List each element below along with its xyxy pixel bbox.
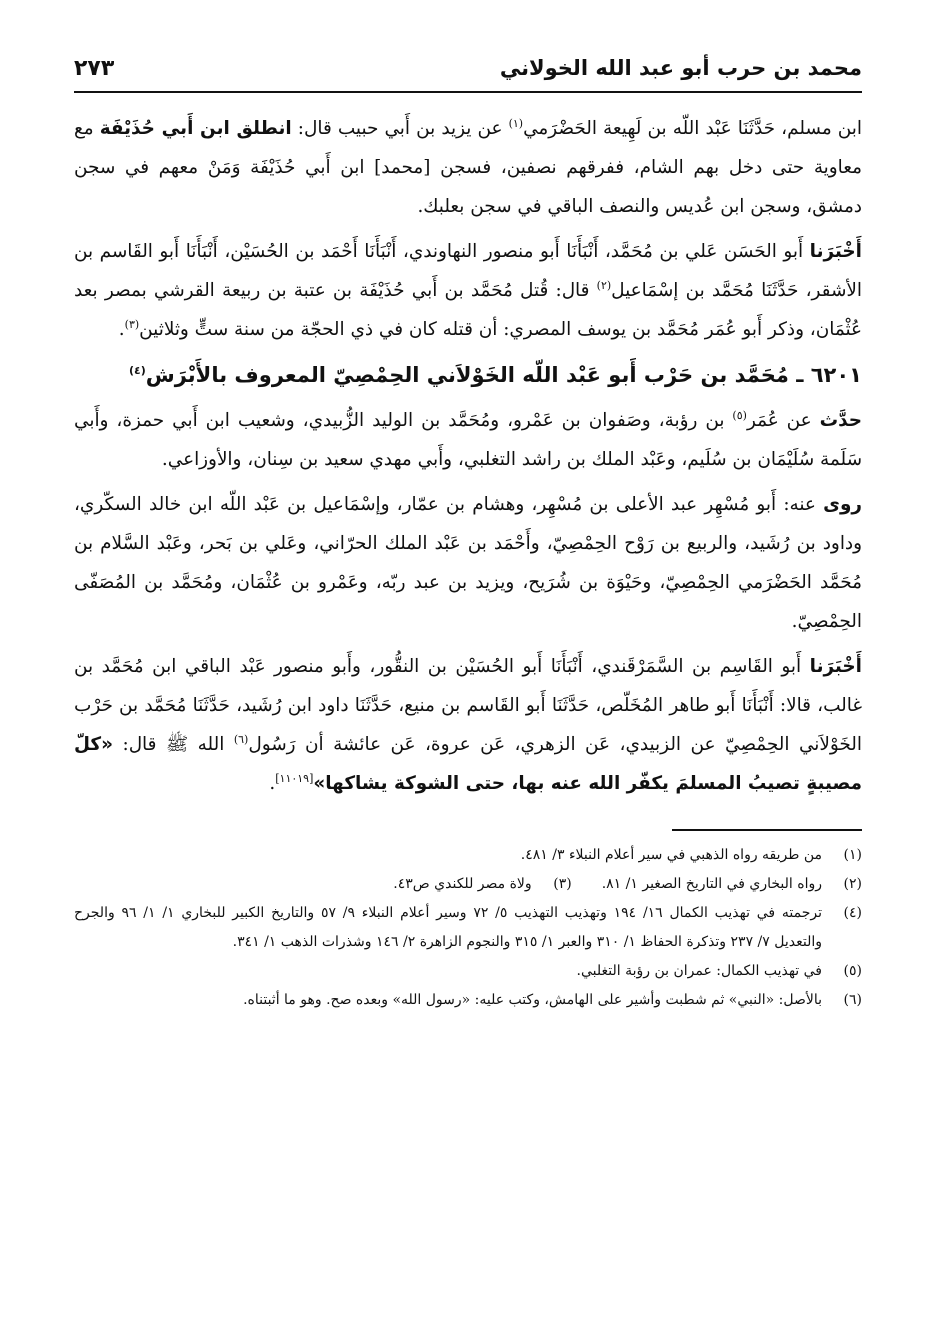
footnote-row	[74, 870, 862, 899]
footnote-divider	[672, 829, 862, 831]
paragraph-text: قال: قُتل مُحَمَّد بن أَبي حُذَيْفَة بن عتبة بن ربيعة القرشي بمصر بعد عُثْمَان، وذكر أَبو عُمَر مُحَمَّد بن يوسف المصري: أن قتله كان في ذي الحجّة من سنة ستٍّ وثلاثين	[74, 280, 862, 340]
paragraph-text: مع معاوية حتى دخل بهم الشام، ففرقهم نصفين، فسجن [محمد] ابن أَبي حُذَيْفَة وَمَنْ معهم في سجن دمشق، وسجن ابن عُديس والنصف الباقي في سجن بعلبك.	[74, 118, 862, 217]
page-number: ٢٧٣	[74, 56, 115, 81]
paragraph-3	[74, 401, 862, 479]
paragraph-text: الله ﷺ قال:	[113, 734, 234, 755]
footnote-ref-1[interactable]: (١)	[508, 116, 524, 130]
entry-heading	[74, 355, 862, 395]
bold-phrase: انطلق ابن أَبي حُذَيْفَة	[99, 118, 292, 139]
paragraph-text: .	[118, 319, 125, 340]
header-title: محمد بن حرب أبو عبد الله الخولاني	[499, 56, 862, 80]
footnote-number: (٤)	[843, 905, 862, 921]
paragraph-text: .	[269, 773, 276, 794]
paragraph-text: بن رؤبة، وصَفوان بن عَمْرو، ومُحَمَّد بن الوليد الزُّبيدي، وشعيب ابن أَبي حمزة، وأَبي سَلَمة سُلَيْمَان بن سُلَيم، وعَبْد الملك بن راشد التغلبي، وأَبي مهدي سعيد بن سِنان، والأوزاعي.	[74, 410, 862, 470]
keyword-haddath: حدَّث	[819, 410, 862, 431]
footnote-3	[393, 870, 571, 899]
paragraph-2	[74, 232, 862, 349]
paragraph-5	[74, 647, 862, 803]
footnotes	[74, 841, 862, 1015]
main-text	[74, 109, 862, 803]
paragraph-text: ابن مسلم، حَدَّثَنَا عَبْد اللّه بن لَهِيعة الحَضْرَمي	[523, 118, 862, 139]
paragraph-text: عنه: أَبو مُسْهِر عبد الأعلى بن مُسْهِر، وهشام بن عمّار، وإسْمَاعيل بن عَبْد اللّه ابن خالد السكّري، وداود بن رُشَيد، والربيع بن رَوْح الحِمْصِيّ، وأَحْمَد بن عَبْد الملك الحرّاني، وعَلي بن بَحر، وعَبْد السَّلام بن مُحَمَّد الحَضْرَمي الحِمْصِيّ، وحَيْوَة بن شُرَيح، ويزيد بن عبد ربّه، وعَمْرو بن عُثْمَان، ومُحَمَّد بن المُصَفّى الحِمْصِيّ.	[74, 494, 862, 632]
footnote-text: ترجمته في تهذيب الكمال ١٦/ ١٩٤ وتهذيب التهذيب ٥/ ٧٢ وسير أعلام النبلاء ٩/ ٥٧ والتاريخ الكبير للبخاري ١/ ١/ ٩٦ والجرح والتعديل ٧/ ٢٣٧ وتذكرة الحفاظ ١/ ٣١٠ والعبر ١/ ٣١٥ والنجوم الزاهرة ٢/ ١٤٦ وشذرات الذهب ١/ ٣٤١.	[74, 905, 822, 950]
footnote-4	[74, 899, 862, 957]
footnote-ref-6[interactable]: (٦)	[233, 732, 249, 746]
hadith-quote: «كلّ مصيبةٍ تصيبُ المسلمَ يكفّر الله عنه بها، حتى الشوكة يشاكها»	[74, 734, 862, 794]
footnote-text: من طريقه رواه الذهبي في سير أعلام النبلاء ٣/ ٤٨١.	[520, 847, 822, 863]
keyword-akhbarana: أَخْبَرَنا	[809, 656, 862, 677]
footnote-ref-2[interactable]: (٢)	[596, 278, 612, 292]
keyword-rawa: روى	[823, 494, 862, 515]
paragraph-text: عن يزيد بن أَبي حبيب قال:	[291, 118, 509, 139]
running-header	[74, 56, 862, 93]
footnote-text: بالأصل: «النبي» ثم شطبت وأشير على الهامش، وكتب عليه: «رسول الله» وبعده صح. وهو ما أثبتناه.	[243, 992, 822, 1008]
footnote-number: (٣)	[553, 876, 572, 892]
footnote-number: (٦)	[843, 992, 862, 1008]
footnote-text: ولاة مصر للكندي ص٤٣.	[393, 876, 532, 892]
footnote-ref-3[interactable]: (٣)	[124, 317, 140, 331]
footnote-number: (٢)	[843, 876, 862, 892]
footnote-text: في تهذيب الكمال: عمران بن رؤبة التغلبي.	[576, 963, 822, 979]
footnote-ref-5[interactable]: (٥)	[732, 408, 747, 422]
hadith-number: [١١٠١٩]	[275, 771, 314, 785]
footnote-1	[74, 841, 862, 870]
paragraph-4	[74, 485, 862, 641]
paragraph-text: أَبو الحَسَن عَلي بن مُحَمَّد، أَنْبَأَنَا أَبو منصور النهاوندي، أَنْبَأَنَا أَحْمَد بن الحُسَيْن، أَنْبَأَنَا أَبو القَاسم بن الأشقر، حَدَّثَنَا مُحَمَّد بن إسْمَاعيل	[74, 241, 862, 301]
footnote-2	[602, 870, 862, 899]
paragraph-1	[74, 109, 862, 226]
footnote-5	[74, 957, 862, 986]
entry-title-text: ٦٢٠١ ـ مُحَمَّد بن حَرْب أَبو عَبْد اللّه الخَوْلاَني الحِمْصِيّ المعروف بالأَبْرَش	[145, 363, 862, 387]
footnote-text: رواه البخاري في التاريخ الصغير ١/ ٨١.	[601, 876, 822, 892]
footnote-6	[74, 986, 862, 1015]
footnote-number: (٥)	[843, 963, 862, 979]
paragraph-text: أَبو القَاسِم بن السَّمَرْقَندي، أَنْبَأَنَا أَبو الحُسَيْن بن النقُّور، وأَبو منصور عَبْد الباقي ابن مُحَمَّد بن غالب، قالا: أَنْبَأَنَا أَبو طاهر المُخَلّص، حَدَّثَنَا أَبو القَاسم بن منيع، حَدَّثَنَا داود ابن رُشَيد، حَدَّثَنَا مُحَمَّد بن حَرْب الخَوْلاَني الحِمْصِيّ عن الزبيدي، عَن الزهري، عَن عروة، عَن عائشة أن رَسُول	[74, 656, 863, 755]
footnote-number: (١)	[843, 847, 862, 863]
keyword-akhbarana: أَخْبَرَنا	[809, 241, 862, 262]
paragraph-text: عن عُمَر	[746, 410, 820, 431]
footnote-ref-4[interactable]: (٤)	[128, 364, 146, 377]
